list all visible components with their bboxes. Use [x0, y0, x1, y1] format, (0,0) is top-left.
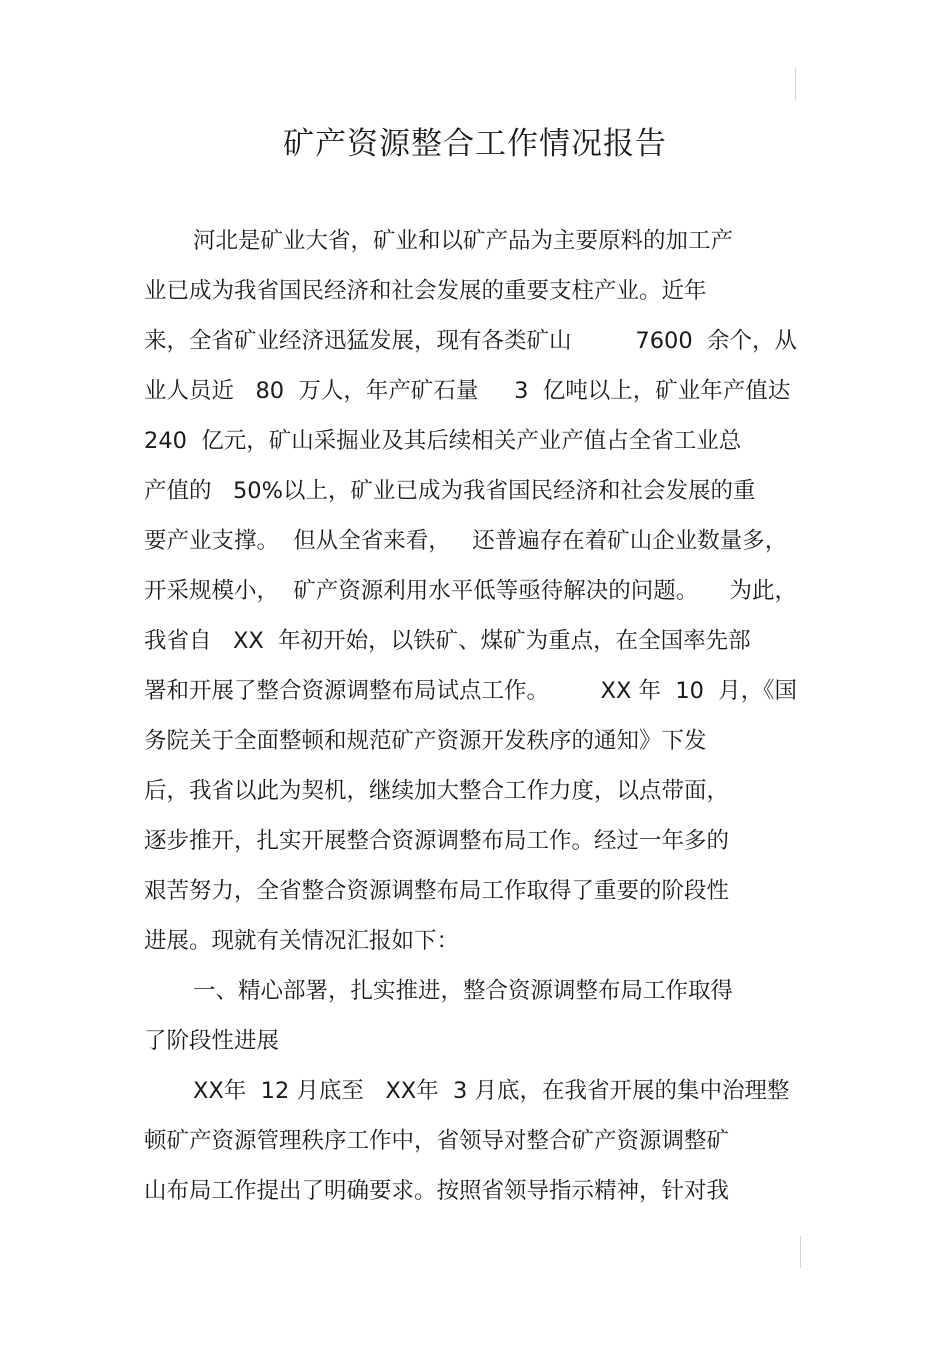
- paragraph-line: [144, 576, 797, 606]
- paragraph-line: 业人员近 80 万人，年产矿石量 3 亿吨以上，矿业年产值达: [144, 378, 791, 404]
- paragraph-line: 山布局工作提出了明确要求。按照省领导指示精神，针对我: [144, 1178, 730, 1204]
- page-corner-mark-bottom: [800, 1236, 801, 1268]
- paragraph-line: 我省自 XX 年初开始，以铁矿、煤矿为重点，在全国率先部: [144, 628, 751, 654]
- paragraph-line: XX年 12 月底至 XX年 3 月底，在我省开展的集中治理整: [193, 1078, 790, 1104]
- paragraph-line: 后，我省以此为契机，继续加大整合工作力度，以点带面，: [144, 778, 730, 804]
- paragraph-line: 进展。现就有关情况汇报如下：: [144, 928, 460, 954]
- paragraph-line: 产值的 50%以上，矿业已成为我省国民经济和社会发展的重: [144, 478, 756, 504]
- line-segment: 7600 余个，从: [635, 328, 797, 354]
- line-segment: 署和开展了整合资源调整布局试点工作。: [144, 678, 550, 704]
- paragraph-line: 艰苦努力，全省整合资源调整布局工作取得了重要的阶段性: [144, 878, 730, 904]
- section-heading-line: 了阶段性进展: [144, 1028, 280, 1054]
- paragraph-line: [144, 326, 797, 356]
- line-segment: XX 年 10 月，《国: [600, 678, 797, 704]
- paragraph-line: 业已成为我省国民经济和社会发展的重要支柱产业。近年: [144, 278, 707, 304]
- paragraph-line: 河北是矿业大省，矿业和以矿产品为主要原料的加工产: [193, 228, 734, 254]
- paragraph-line: [144, 676, 797, 706]
- line-segment: 来，全省矿业经济迅猛发展，现有各类矿山: [144, 328, 572, 354]
- line-segment: 为此，: [729, 578, 797, 604]
- page-corner-mark-top: [795, 68, 796, 100]
- document-title: 矿产资源整合工作情况报告: [283, 126, 667, 162]
- paragraph-line: 逐步推开，扎实开展整合资源调整布局工作。经过一年多的: [144, 828, 730, 854]
- paragraph-line: 顿矿产资源管理秩序工作中，省领导对整合矿产资源调整矿: [144, 1128, 730, 1154]
- line-segment: 开采规模小， 矿产资源利用水平低等亟待解决的问题。: [144, 578, 699, 604]
- paragraph-line: 要产业支撑。 但从全省来看， 还普遍存在着矿山企业数量多，: [144, 528, 788, 554]
- paragraph-line: 务院关于全面整顿和规范矿产资源开发秩序的通知》下发: [144, 728, 707, 754]
- paragraph-line: 240 亿元，矿山采掘业及其后续相关产业产值占全省工业总: [144, 428, 742, 454]
- section-heading-line: 一、精心部署，扎实推进，整合资源调整布局工作取得: [193, 978, 734, 1004]
